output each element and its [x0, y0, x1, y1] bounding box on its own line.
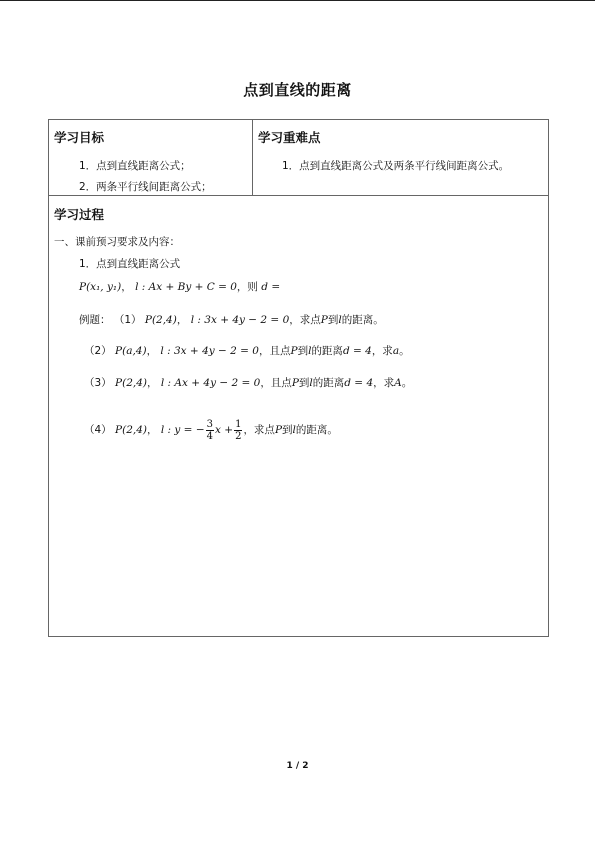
formula-result: d =	[261, 281, 281, 293]
example-2	[84, 344, 410, 358]
example-number: （3）	[84, 377, 112, 389]
example-sep: ，	[146, 345, 158, 357]
section-heading: 一、课前预习要求及内容：	[54, 236, 180, 248]
example-point: P(a,4)	[115, 345, 147, 357]
fraction-numerator: 3	[206, 418, 213, 430]
example-sep: ，	[176, 314, 188, 326]
example-line-prefix: l : y = −	[160, 424, 205, 436]
objective-item: 2．两条平行线间距离公式；	[79, 181, 212, 193]
example-text: ，且点	[260, 377, 292, 389]
example-text: 到	[298, 377, 310, 389]
example-point: P(2,4)	[144, 314, 177, 326]
example-var: l	[308, 345, 312, 357]
fraction	[206, 419, 214, 442]
example-text: ，求	[371, 345, 393, 357]
example-point: P(2,4)	[115, 424, 147, 436]
example-text: 到	[297, 345, 309, 357]
example-text: ，求点	[243, 424, 275, 436]
example-text: ，且点	[259, 345, 291, 357]
key-points-header: 学习重难点	[258, 130, 321, 145]
example-line: l : Ax + 4y − 2 = 0	[160, 377, 261, 389]
example-condition: d = 4	[342, 345, 372, 357]
fraction-denominator: 2	[235, 430, 242, 442]
column-divider	[252, 119, 253, 195]
example-label: 例题：	[79, 314, 111, 326]
example-text: ，求点	[289, 314, 321, 326]
example-var: P	[320, 314, 328, 326]
formula-line	[79, 280, 280, 294]
example-text: 到	[327, 314, 339, 326]
example-3	[84, 376, 412, 390]
example-point: P(2,4)	[115, 377, 147, 389]
key-point-item: 1．点到直线距离公式及两条平行线间距离公式。	[282, 160, 510, 172]
process-header: 学习过程	[54, 207, 105, 222]
example-4	[84, 417, 338, 443]
subsection-heading: 1．点到直线距离公式	[79, 258, 181, 270]
objective-item: 1．点到直线距离公式；	[79, 160, 191, 172]
example-sep: ，	[147, 377, 158, 389]
objectives-header: 学习目标	[54, 130, 105, 145]
example-line-mid: x +	[215, 424, 234, 436]
formula-sep: ，	[121, 281, 132, 293]
page-number: 1 / 2	[286, 761, 309, 771]
example-number: （1）	[113, 314, 142, 326]
example-var: P	[274, 424, 283, 436]
example-text: 。	[399, 345, 410, 357]
example-text: 。	[401, 377, 413, 389]
example-var: P	[291, 377, 299, 389]
example-line: l : 3x + 4y − 2 = 0	[190, 314, 290, 326]
example-text: 的距离	[311, 345, 343, 357]
fraction-numerator: 1	[235, 418, 242, 430]
formula-point: P(x₁, y₁)	[79, 281, 122, 293]
example-sep: ，	[147, 424, 158, 436]
fraction-denominator: 4	[206, 430, 213, 442]
formula-line-equation: l : Ax + By + C = 0	[135, 281, 237, 293]
example-var: l	[309, 377, 313, 389]
example-var: l	[338, 314, 342, 326]
row-divider	[48, 195, 549, 196]
example-text: 的距离	[312, 377, 345, 389]
example-text: 的距离。	[341, 314, 384, 326]
example-line: l : 3x + 4y − 2 = 0	[160, 345, 259, 357]
example-text: 的距离。	[295, 424, 338, 436]
example-text: 到	[282, 424, 293, 436]
example-target: A	[394, 377, 402, 389]
example-target: a	[392, 345, 400, 357]
example-condition: d = 4	[344, 377, 374, 389]
example-var: P	[290, 345, 298, 357]
example-number: （2）	[84, 345, 112, 357]
example-var: l	[292, 424, 296, 436]
page-title: 点到直线的距离	[243, 81, 352, 99]
example-1	[79, 313, 384, 327]
example-text: ，求	[373, 377, 395, 389]
formula-then: ，则	[236, 281, 258, 293]
top-rule	[0, 0, 595, 1]
example-number: （4）	[84, 424, 112, 436]
fraction	[234, 419, 242, 442]
